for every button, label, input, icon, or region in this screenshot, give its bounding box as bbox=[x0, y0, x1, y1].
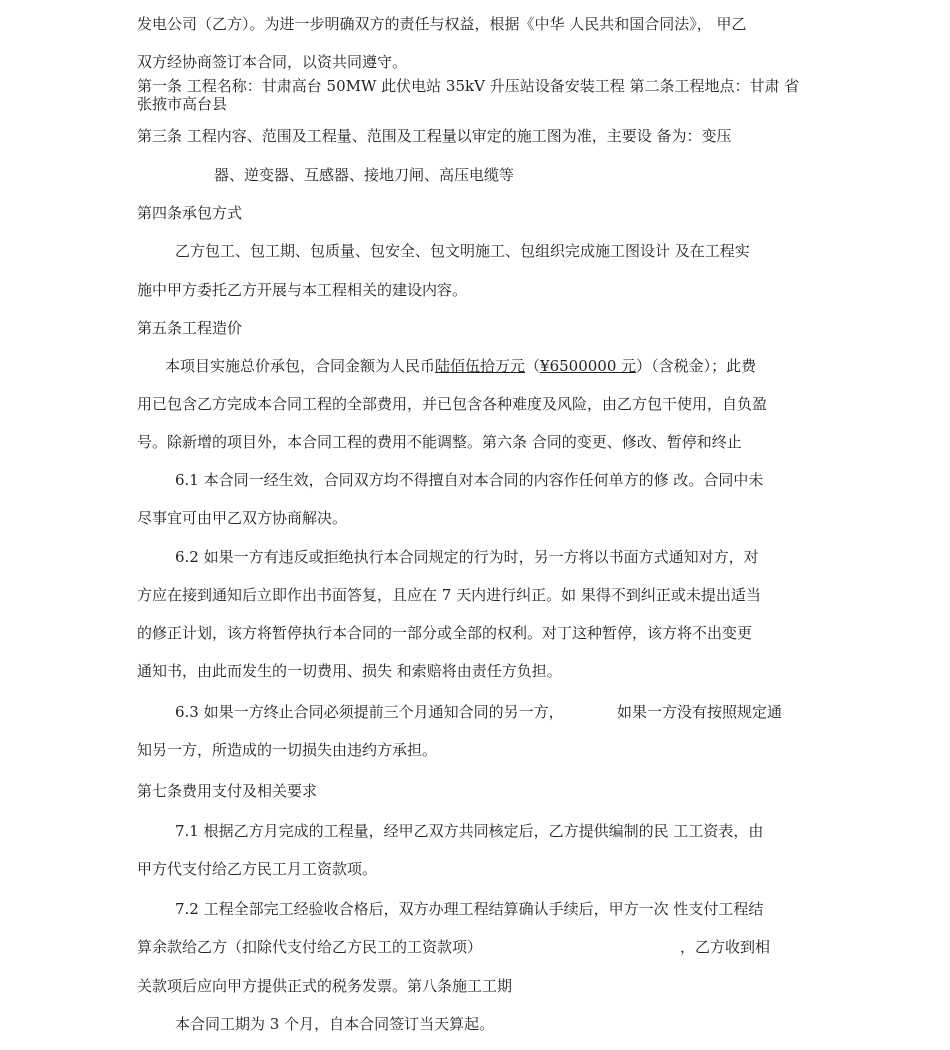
clause-7-2: 7.2 工程全部完工经验收合格后，双方办理工程结算确认手续后，甲方一次 性支付工程结 bbox=[175, 900, 764, 918]
text-line: 的修正计划，该方将暂停执行本合同的一部分或全部的权利。对丁这种暂停，该方将不出变更 bbox=[137, 624, 753, 642]
text-line: 如果一方没有按照规定通 bbox=[617, 703, 783, 721]
article-8-text: 本合同工期为 3 个月，自本合同签订当天算起。 bbox=[175, 1015, 495, 1033]
text-line: 双方经协商签订本合同，以资共同遵守。 bbox=[137, 53, 408, 71]
text-line: 用已包含乙方完成本合同工程的全部费用，并已包含各种难度及风险，由乙方包干使用，自负盈 bbox=[137, 395, 768, 413]
article-4-heading: 第四条承包方式 bbox=[137, 204, 243, 222]
text-line: 甲方代支付给乙方民工月工资款项。 bbox=[137, 860, 378, 878]
article-7-heading: 第七条费用支付及相关要求 bbox=[137, 782, 318, 800]
clause-7-1: 7.1 根据乙方月完成的工程量，经甲乙双方共同核定后，乙方提供编制的民 工工资表，由 bbox=[175, 822, 764, 840]
text-line: 号。除新增的项目外，本合同工程的费用不能调整。第六条 合同的变更、修改、暂停和终止 bbox=[137, 433, 742, 451]
text-line: 尽事宜可由甲乙双方协商解决。 bbox=[137, 509, 348, 527]
article-3-heading: 第三条 工程内容、范围及工程量、范围及工程量以审定的施工图为准，主要设 备为：变压 bbox=[137, 127, 732, 145]
text-segment: （ bbox=[525, 357, 541, 375]
text-line: 知另一方，所造成的一切损失由违约方承担。 bbox=[137, 741, 438, 759]
text-line: 器、逆变器、互感器、接地刀闸、高压电缆等 bbox=[214, 166, 515, 184]
text-line: 乙方包工、包工期、包质量、包安全、包文明施工、包组织完成施工图设计 及在工程实 bbox=[175, 242, 750, 260]
amount-in-words: 陆佰伍拾万元 bbox=[435, 357, 526, 375]
text-line: 张掖市高台县 bbox=[137, 95, 228, 113]
text-line: ，乙方收到相 bbox=[680, 938, 771, 956]
article-1-2-heading: 第一条 工程名称：甘肃高台 50MW 此伏电站 35kV 升压站设备安装工程 第二条工程地点：甘肃 省 bbox=[137, 77, 800, 95]
clause-6-2: 6.2 如果一方有违反或拒绝执行本合同规定的行为时，另一方将以书面方式通知对方，对 bbox=[175, 548, 759, 566]
amount-in-figures: ¥6500000 元 bbox=[540, 357, 637, 375]
text-line: 关款项后应向甲方提供正式的税务发票。第八条施工工期 bbox=[137, 977, 513, 995]
text-line: 通知书，由此而发生的一切费用、损失 和索赔将由责任方负担。 bbox=[137, 662, 562, 680]
clause-6-3: 6.3 如果一方终止合同必须提前三个月通知合同的另一方， bbox=[175, 703, 564, 721]
article-5-heading: 第五条工程造价 bbox=[137, 319, 243, 337]
contract-amount-line bbox=[165, 356, 756, 376]
text-line: 方应在接到通知后立即作出书面答复，且应在 7 天内进行纠正。如 果得不到纠正或未提出适当 bbox=[137, 586, 761, 604]
text-line: 发电公司（乙方）。为进一步明确双方的责任与权益，根据《中华 人民共和国合同法》， 甲乙 bbox=[137, 15, 747, 33]
text-line: 施中甲方委托乙方开展与本工程相关的建设内容。 bbox=[137, 281, 468, 299]
text-line: 算余款给乙方（扣除代支付给乙方民工的工资款项） bbox=[137, 938, 483, 956]
clause-6-1: 6.1 本合同一经生效，合同双方均不得擅自对本合同的内容作任何单方的修 改。合同中未 bbox=[175, 471, 764, 489]
text-segment: ）（含税金）；此费 bbox=[636, 357, 757, 375]
text-segment: 本项目实施总价承包，合同金额为人民币 bbox=[165, 357, 436, 375]
